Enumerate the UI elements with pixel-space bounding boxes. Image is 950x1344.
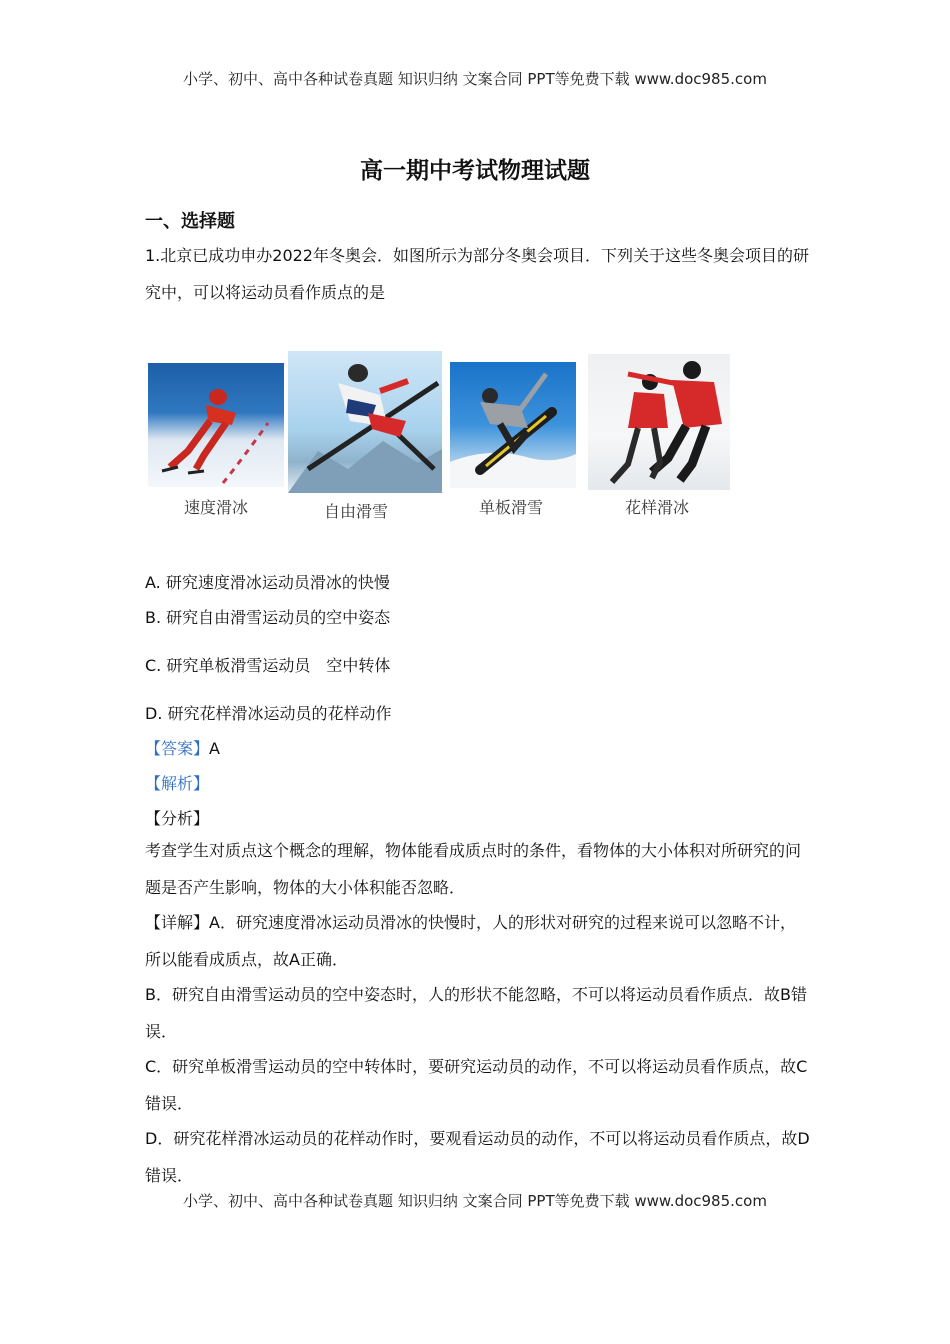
answer-label: 【答案】 [145,739,210,758]
page-header: 小学、初中、高中各种试卷真题 知识归纳 文案合同 PPT等免费下载 www.doc985.com [183,70,767,88]
caption-speed-skating: 速度滑冰 [183,498,248,517]
analysis-label: 【解析】 [145,774,210,793]
page-title: 高一期中考试物理试题 [360,158,590,184]
answer-line [145,736,220,759]
snowboarding-photo [450,362,576,488]
fenxi-label: 【分析】 [145,809,210,828]
option-b: B. 研究自由滑雪运动员的空中姿态 [145,608,391,627]
answer-value: A [209,739,220,758]
figure-skating-photo [588,354,730,490]
caption-figure-skating: 花样滑冰 [624,498,689,517]
fenxi-text: 考查学生对质点这个概念的理解，物体能看成质点时的条件，看物体的大小体积对所研究的问题是否产生影响，物体的大小体积能否忽略． [145,841,802,897]
option-d: D. 研究花样滑冰运动员的花样动作 [145,704,392,723]
option-a: A. 研究速度滑冰运动员滑冰的快慢 [145,573,390,592]
option-c: C. 研究单板滑雪运动员 空中转体 [145,656,391,675]
page-footer: 小学、初中、高中各种试卷真题 知识归纳 文案合同 PPT等免费下载 www.doc985.com [183,1192,767,1210]
detail-a: 【详解】A．研究速度滑冰运动员滑冰的快慢时，人的形状对研究的过程来说可以忽略不计，所以能看成质点，故A正确． [145,913,796,969]
detail-b: B．研究自由滑雪运动员的空中姿态时，人的形状不能忽略，不可以将运动员看作质点．故B错误． [145,985,807,1041]
speed-skating-photo [148,363,284,487]
freestyle-skiing-photo [288,351,442,493]
caption-snowboarding: 单板滑雪 [478,498,543,517]
section-heading: 一、选择题 [145,211,235,232]
detail-c: C．研究单板滑雪运动员的空中转体时，要研究运动员的动作，不可以将运动员看作质点，故C错误． [145,1057,808,1113]
question-stem: 1.北京已成功申办2022年冬奥会．如图所示为部分冬奥会项目．下列关于这些冬奥会项目的研究中，可以将运动员看作质点的是 [145,246,809,302]
caption-freestyle-skiing: 自由滑雪 [323,502,388,521]
detail-d: D．研究花样滑冰运动员的花样动作时，要观看运动员的动作，不可以将运动员看作质点，故D错误． [145,1129,810,1185]
